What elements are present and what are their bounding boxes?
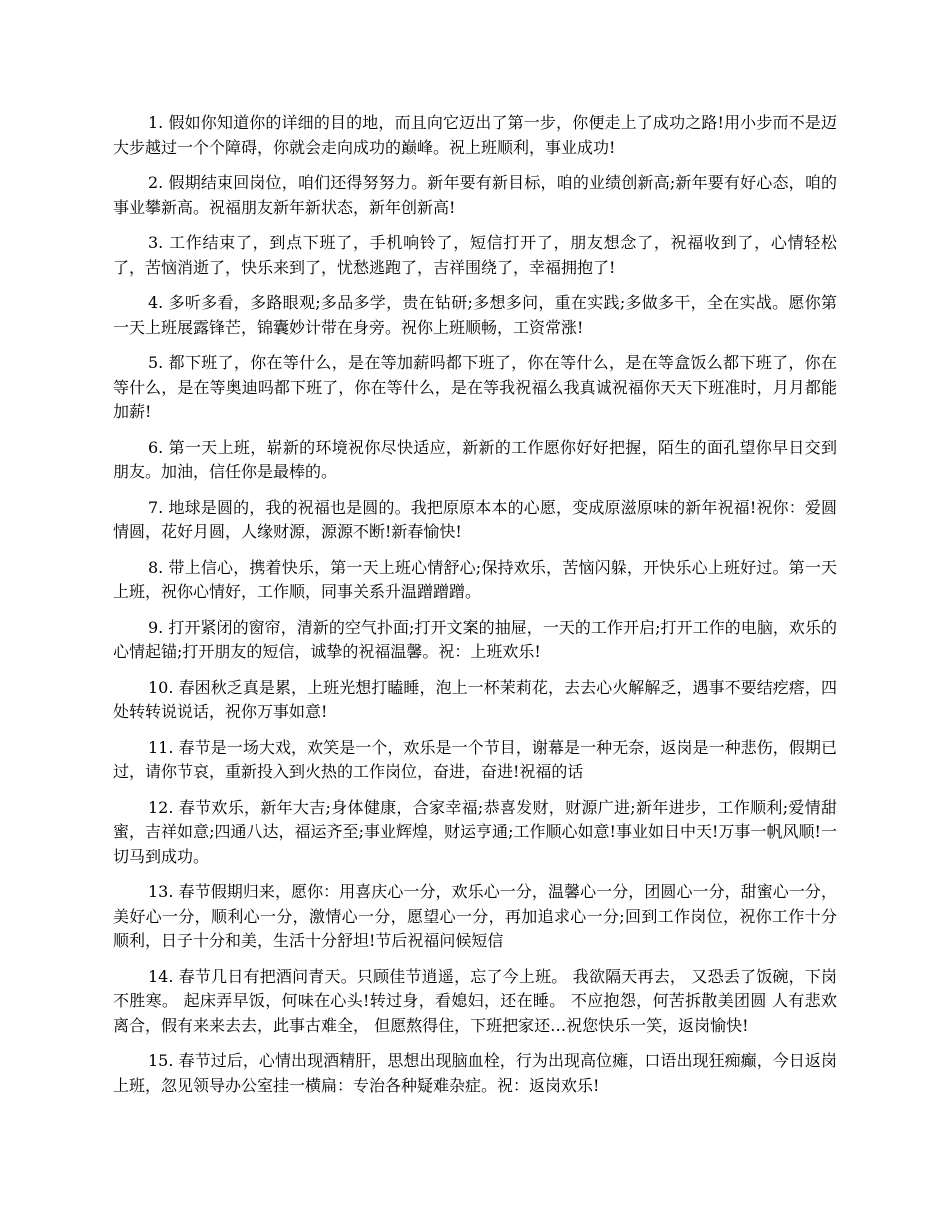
paragraph-1: 1. 假如你知道你的详细的目的地，而且向它迈出了第一步，你便走上了成功之路!用小步而不是迈大步越过一个个障碍，你就会走向成功的巅峰。祝上班顺利，事业成功! (113, 113, 837, 157)
paragraph-9: 9. 打开紧闭的窗帘，清新的空气扑面;打开文案的抽屉，一天的工作开启;打开工作的电脑，欢乐的心情起锚;打开朋友的短信，诚挚的祝福温馨。祝：上班欢乐! (113, 617, 837, 661)
paragraph-11: 11. 春节是一场大戏，欢笑是一个，欢乐是一个节目，谢幕是一种无奈，返岗是一种悲伤，假期已过，请你节哀，重新投入到火热的工作岗位，奋进，奋进!祝福的话 (113, 737, 837, 781)
paragraph-6: 6. 第一天上班，崭新的环境祝你尽快适应，新新的工作愿你好好把握，陌生的面孔望你早日交到朋友。加油，信任你是最棒的。 (113, 437, 837, 481)
paragraph-14: 14. 春节几日有把酒问青天。只顾佳节逍遥，忘了今上班。 我欲隔天再去， 又恐丢了饭碗，下岗不胜寒。 起床弄早饭，何味在心头!转过身，看媳妇，还在睡。 不应抱怨，何苦拆散美团圆 人有悲欢离合，假有来来去去，此事古难全， 但愿熬得住，下班把家还…祝您快乐一笑，返岗愉快! (113, 966, 837, 1035)
paragraph-7: 7. 地球是圆的，我的祝福也是圆的。我把原原本本的心愿，变成原滋原味的新年祝福!祝你：爱圆情圆，花好月圆，人缘财源，源源不断!新春愉快! (113, 497, 837, 541)
paragraph-13: 13. 春节假期归来，愿你：用喜庆心一分，欢乐心一分，温馨心一分，团圆心一分，甜蜜心一分，美好心一分，顺利心一分，激情心一分，愿望心一分，再加追求心一分;回到工作岗位，祝你工作十分顺利，日子十分和美，生活十分舒坦!节后祝福问候短信 (113, 882, 837, 950)
paragraph-4: 4. 多听多看，多路眼观;多品多学，贵在钻研;多想多问，重在实践;多做多干，全在实战。愿你第一天上班展露锋芒，锦囊妙计带在身旁。祝你上班顺畅，工资常涨! (113, 293, 837, 337)
paragraph-3: 3. 工作结束了，到点下班了，手机响铃了，短信打开了，朋友想念了，祝福收到了，心情轻松了，苦恼消逝了，快乐来到了，忧愁逃跑了，吉祥围绕了，幸福拥抱了! (113, 233, 837, 277)
paragraph-15: 15. 春节过后，心情出现酒精肝，思想出现脑血栓，行为出现高位瘫，口语出现狂痴癫，今日返岗上班，忽见领导办公室挂一横扁：专治各种疑难杂症。祝：返岗欢乐! (113, 1051, 837, 1095)
paragraph-5: 5. 都下班了，你在等什么，是在等加薪吗都下班了，你在等什么，是在等盒饭么都下班了，你在等什么，是在等奥迪吗都下班了，你在等什么，是在等我祝福么我真诚祝福你天天下班准时，月月都能加薪! (113, 353, 837, 421)
paragraph-2: 2. 假期结束回岗位，咱们还得努努力。新年要有新目标，咱的业绩创新高;新年要有好心态，咱的事业攀新高。祝福朋友新年新状态，新年创新高! (113, 173, 837, 217)
paragraph-8: 8. 带上信心，携着快乐，第一天上班心情舒心;保持欢乐，苦恼闪躲，开快乐心上班好过。第一天上班，祝你心情好，工作顺，同事关系升温蹭蹭蹭。 (113, 557, 837, 601)
paragraph-12: 12. 春节欢乐，新年大吉;身体健康，合家幸福;恭喜发财，财源广进;新年进步，工作顺利;爱情甜蜜，吉祥如意;四通八达，福运齐至;事业辉煌，财运亨通;工作顺心如意!事业如日中天!万事一帆风顺!一切马到成功。 (113, 797, 837, 866)
paragraph-10: 10. 春困秋乏真是累，上班光想打瞌睡，泡上一杯茉莉花，去去心火解解乏，遇事不要结疙瘩，四处转转说说话，祝你万事如意! (113, 677, 837, 721)
